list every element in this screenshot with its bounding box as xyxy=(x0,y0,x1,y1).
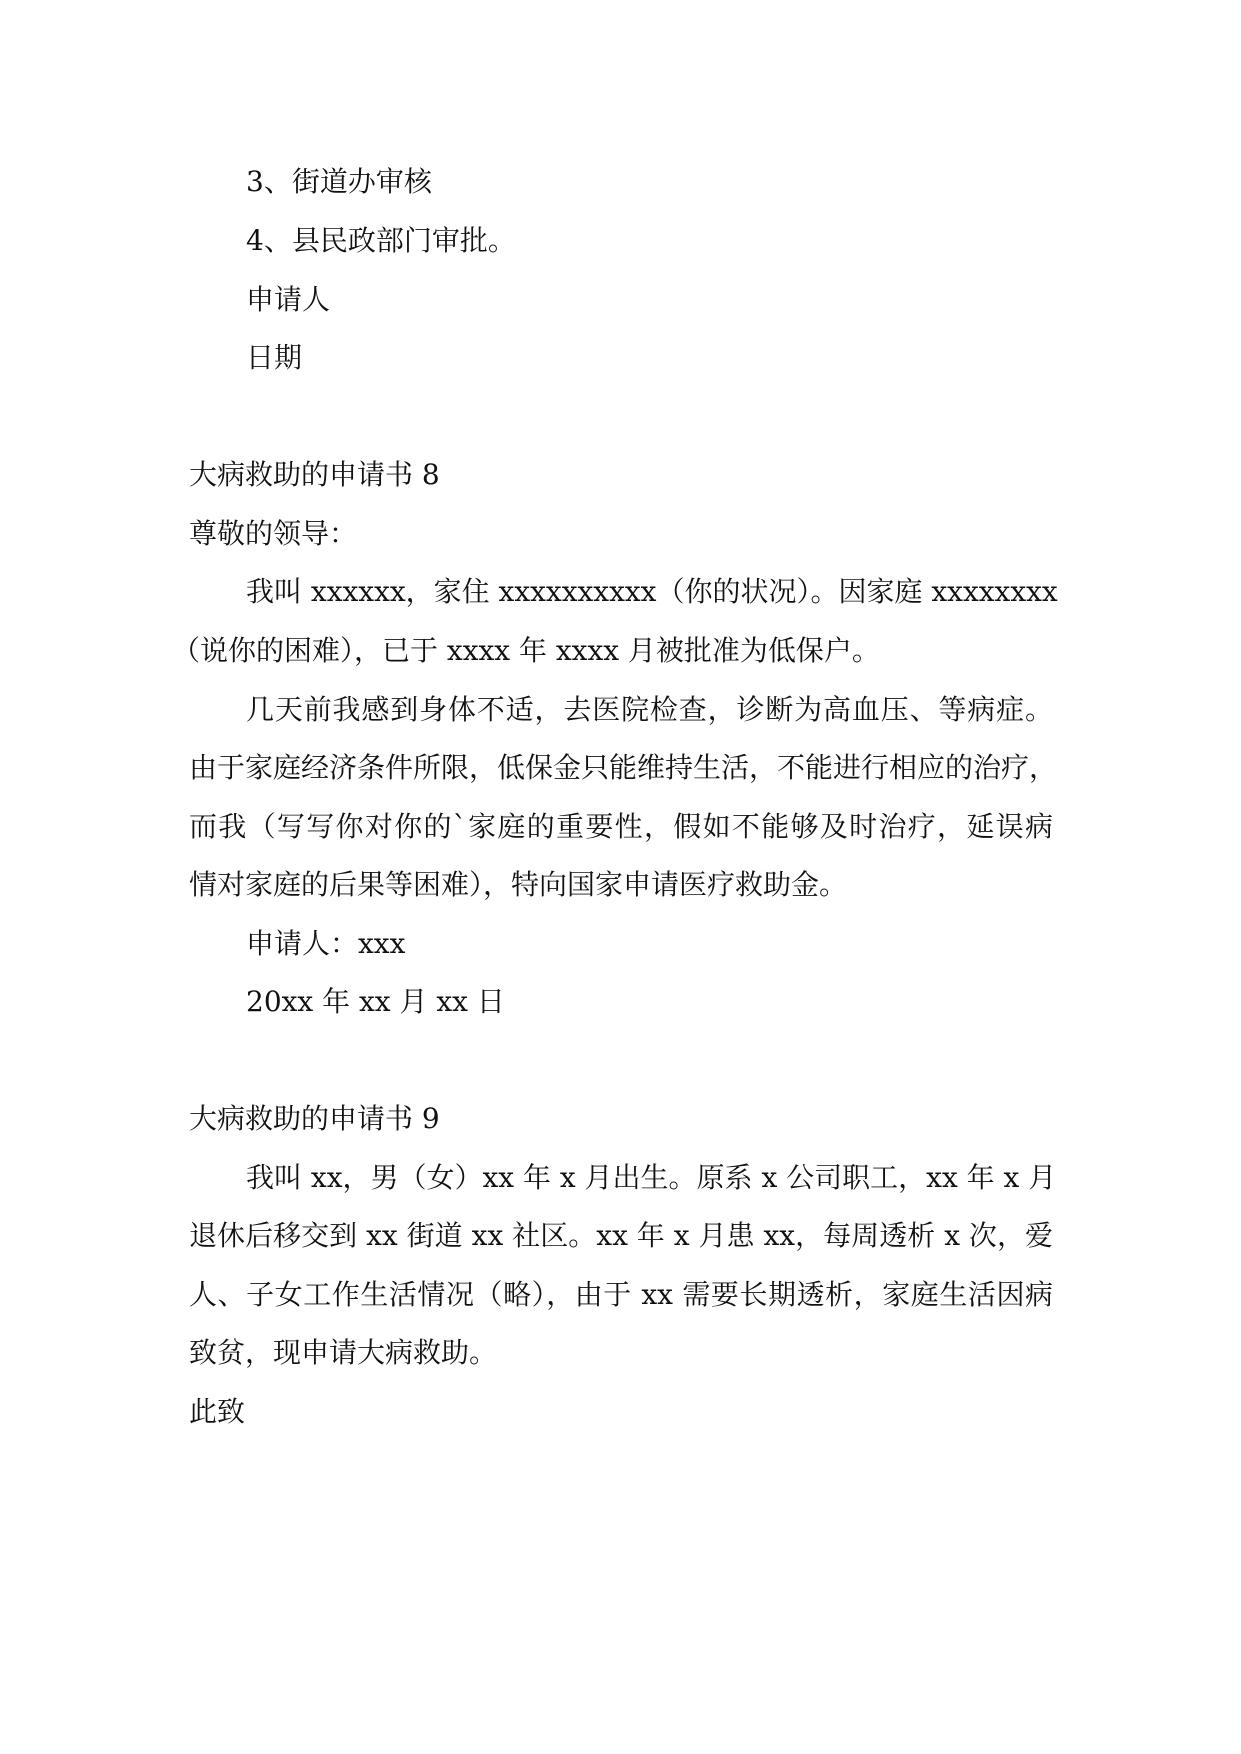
letter-9-title: 大病救助的申请书 9 xyxy=(189,1102,440,1135)
letter-8-para1-line1: 我叫 xxxxxx，家住 xxxxxxxxxx（你的状况）。因家庭 xxxxxxxx xyxy=(246,575,1058,608)
letter-9-para1-line3: 人、子女工作生活情况（略），由于 xx 需要长期透析，家庭生活因病 xyxy=(189,1278,1053,1311)
letter-8-para2-line1: 几天前我感到身体不适，去医院检查，诊断为高血压、等病症。 xyxy=(246,693,1053,726)
letter-9-para1-line2: 退休后移交到 xx 街道 xx 社区。xx 年 x 月患 xx，每周透析 x 次，爱 xyxy=(189,1219,1053,1252)
step-3-text: 3、街道办审核 xyxy=(246,165,432,198)
applicant-label: 申请人 xyxy=(246,283,331,316)
letter-8-title: 大病救助的申请书 8 xyxy=(189,458,440,491)
date-label: 日期 xyxy=(246,341,303,374)
letter-8-para2-line2: 由于家庭经济条件所限，低保金只能维持生活，不能进行相应的治疗， xyxy=(189,751,1058,784)
letter-9-para1-line1: 我叫 xx，男（女）xx 年 x 月出生。原系 x 公司职工，xx 年 x 月 xyxy=(246,1161,1057,1194)
letter-8-applicant: 申请人：xxx xyxy=(246,927,406,960)
letter-9-para1-line4: 致贫，现申请大病救助。 xyxy=(189,1336,498,1369)
letter-8-para2-line4: 情对家庭的后果等困难），特向国家申请医疗救助金。 xyxy=(189,868,848,901)
letter-8-para1-line2: （说你的困难），已于 xxxx 年 xxxx 月被批准为低保户。 xyxy=(172,634,880,667)
letter-8-salutation: 尊敬的领导： xyxy=(189,517,358,550)
letter-8-para2-line3: 而我（写写你对你的`家庭的重要性，假如不能够及时治疗，延误病 xyxy=(189,810,1053,843)
step-4-text: 4、县民政部门审批。 xyxy=(246,224,516,257)
letter-8-date: 20xx 年 xx 月 xx 日 xyxy=(246,985,505,1018)
letter-9-closing: 此致 xyxy=(189,1395,246,1428)
